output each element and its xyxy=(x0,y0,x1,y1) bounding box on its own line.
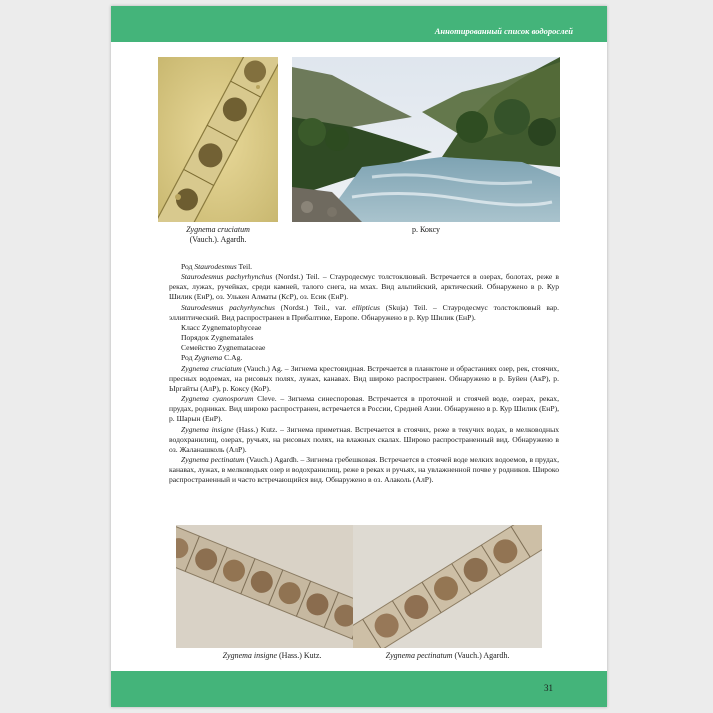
caption-species: Zygnema insigne xyxy=(222,651,277,660)
footer-band xyxy=(111,671,607,707)
running-title: Аннотированный список водорослей xyxy=(434,26,573,36)
caption-river: р. Коксу xyxy=(411,225,441,234)
body-text xyxy=(169,262,559,485)
zygnema-insigne-photo xyxy=(176,525,368,648)
paragraph-staurodesmus-ellipticus: Staurodesmus pachyrhynchus (Nordst.) Teil., var. ellipticus (Skuja) Teil. – Стауродесмус толстоклювый вар. эллиптический. Вид распространен в Прибалтике, Европе. Обнаружено в р. Кур Шилик (ЕнР). xyxy=(169,302,559,322)
caption-author: (Hass.) Kutz. xyxy=(277,651,322,660)
paragraph-genus-staurodesmus: Род Staurodesmus Teil. xyxy=(181,262,253,271)
caption-species: Zygnema pectinatum xyxy=(385,651,453,660)
zygnema-cruciatum-photo xyxy=(158,57,278,222)
paragraph-zygnema-cyanosporum: Zygnema cyanosporum Cleve. – Зигнема синеспоровая. Встречается в проточной и стоячей воде, озерах, реках, прудах, родниках. Вид широко распространен, встречается в России, Средней Азии. Обнаружено в р. Кур Шилик (ЕнР), р. Шарын (ЕнР). xyxy=(169,394,559,424)
paragraph-family: Семейство Zygnemataceae xyxy=(181,343,266,353)
paragraph-zygnema-insigne: Zygnema insigne (Hass.) Kutz. – Зигнема приметная. Встречается в стоячих, реже в текучих водах, в мелководных водохранилищ, озерах, ручьях, на рисовых полях, на влажных скалах. Широко распространенный вид. Обнаружено в оз. Жаланашколь (АлР). xyxy=(169,424,559,454)
figure-caption-1 xyxy=(158,225,278,245)
caption-author: (Vauch.) Agardh. xyxy=(452,651,510,660)
paragraph-order: Порядок Zygnematales xyxy=(181,333,254,343)
koksu-river-photo xyxy=(292,57,560,222)
paragraph-zygnema-cruciatum: Zygnema cruciatum (Vauch.) Ag. – Зигнема крестовидная. Встречается в планктоне и обрастаниях озер, рек, стоячих, пресных водоемах, на рисовых полях, лужах, канавах. Вид широко распространен. Обнаружено в р. Буйен (АкР), р. Ыргайты (АлР), р. Коксу (КоР). xyxy=(169,363,559,393)
paragraph-genus-zygnema: Род Zygnema C.Ag. xyxy=(181,353,243,363)
page-number: 31 xyxy=(544,683,553,693)
caption-species: Zygnema cruciatum xyxy=(186,225,250,234)
figure-caption-3 xyxy=(176,651,368,661)
caption-author: (Vauch.). Agardh. xyxy=(189,235,247,244)
paragraph-staurodesmus-pachyrhynchus: Staurodesmus pachyrhynchus (Nordst.) Teil. – Стауродесмус толстоклювый. Встречается в озерах, болотах, реже в реках, лужах, ручейках, среди камней, талого снега, на мхах. Вид альпийский, арктический. Обнаружено в р. Кур Шилик (ЕнР), оз. Улькен Алматы (КсР), оз. Есик (ЕнР). xyxy=(169,272,560,302)
header-band xyxy=(111,6,607,42)
document-page xyxy=(111,6,607,707)
paragraph-zygnema-pectinatum: Zygnema pectinatum (Vauch.) Agardh. – Зигнема гребешковая. Встречается в стоячей воде мелких водоемов, в прудах, канавах, лужах, в мелководьях озер и водохранилищ, реже в реках и ручьях, на увлажненной почве у родников. Широко распространенный и часто встречающийся вид. Обнаружено в оз. Алаколь (АлР). xyxy=(169,454,559,485)
figure-caption-4 xyxy=(353,651,542,661)
figure-caption-2 xyxy=(292,225,560,235)
zygnema-pectinatum-photo xyxy=(353,525,542,648)
paragraph-class: Класс Zygnematophyceae xyxy=(181,322,262,332)
